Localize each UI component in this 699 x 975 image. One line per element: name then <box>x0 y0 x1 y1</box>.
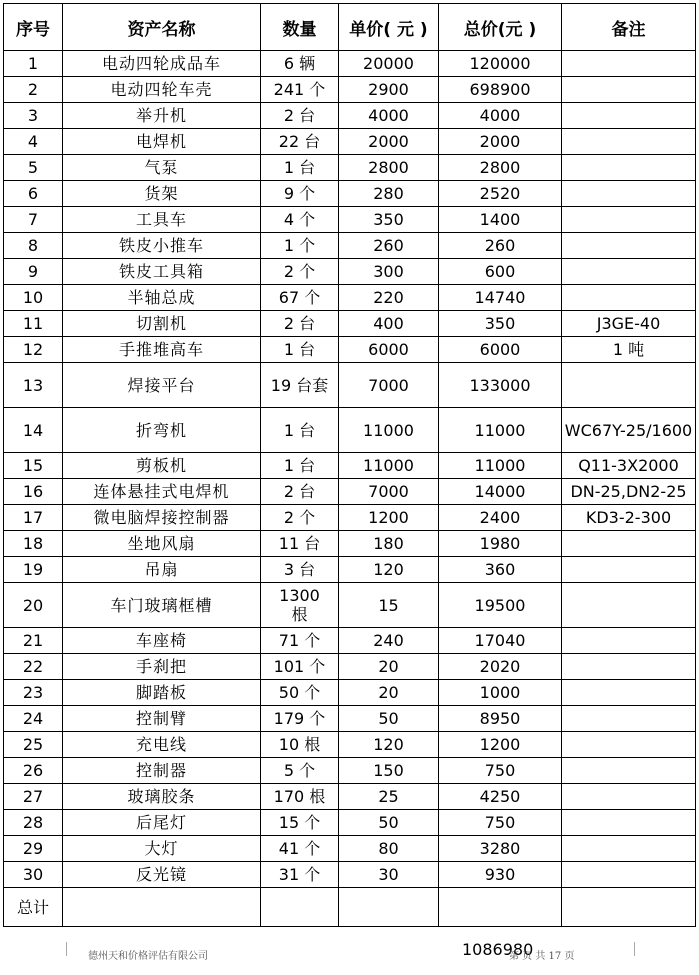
table-row <box>4 784 696 810</box>
row-total-price: 698900 <box>439 77 562 103</box>
row-qty: 41 个 <box>261 836 339 862</box>
row-total-price: 2020 <box>439 654 562 680</box>
row-qty: 1 台 <box>261 408 339 453</box>
row-qty: 50 个 <box>261 680 339 706</box>
row-total-price: 14740 <box>439 285 562 311</box>
row-unit-price: 180 <box>339 531 439 557</box>
row-total-price: 6000 <box>439 337 562 363</box>
row-name: 气泵 <box>63 155 261 181</box>
row-no: 23 <box>4 680 63 706</box>
row-no: 25 <box>4 732 63 758</box>
row-name: 铁皮工具箱 <box>63 259 261 285</box>
footer-company: 德州天和价格评估有限公司 <box>88 951 208 962</box>
footer-divider-left <box>66 942 67 956</box>
row-qty: 6 辆 <box>261 51 339 77</box>
row-name: 充电线 <box>63 732 261 758</box>
total-label: 总计 <box>4 888 63 927</box>
row-name: 剪板机 <box>63 453 261 479</box>
table-row <box>4 207 696 233</box>
row-qty: 5 个 <box>261 758 339 784</box>
header-unit-price: 单价( 元 ) <box>339 4 439 51</box>
row-qty: 1300 根 <box>261 583 339 628</box>
row-no: 18 <box>4 531 63 557</box>
row-note <box>562 784 696 810</box>
row-note <box>562 836 696 862</box>
row-no: 11 <box>4 311 63 337</box>
row-note <box>562 259 696 285</box>
row-no: 24 <box>4 706 63 732</box>
header-no: 序号 <box>4 4 63 51</box>
row-name: 焊接平台 <box>63 363 261 408</box>
row-qty: 2 个 <box>261 505 339 531</box>
row-no: 16 <box>4 479 63 505</box>
table-row <box>4 758 696 784</box>
row-no: 4 <box>4 129 63 155</box>
row-unit-price: 4000 <box>339 103 439 129</box>
row-qty: 1 个 <box>261 233 339 259</box>
row-unit-price: 15 <box>339 583 439 628</box>
row-note <box>562 207 696 233</box>
total-empty-unit <box>339 888 439 927</box>
table-body <box>4 51 696 888</box>
row-note: J3GE-40 <box>562 311 696 337</box>
row-qty: 1 台 <box>261 155 339 181</box>
row-qty: 1 台 <box>261 337 339 363</box>
row-total-price: 600 <box>439 259 562 285</box>
row-unit-price: 11000 <box>339 408 439 453</box>
row-no: 26 <box>4 758 63 784</box>
row-no: 1 <box>4 51 63 77</box>
header-note: 备注 <box>562 4 696 51</box>
row-unit-price: 2900 <box>339 77 439 103</box>
header-total-price: 总价(元 ) <box>439 4 562 51</box>
row-name: 微电脑焊接控制器 <box>63 505 261 531</box>
row-unit-price: 280 <box>339 181 439 207</box>
row-unit-price: 7000 <box>339 363 439 408</box>
row-total-price: 17040 <box>439 628 562 654</box>
row-note <box>562 285 696 311</box>
row-total-price: 1400 <box>439 207 562 233</box>
row-qty: 19 台套 <box>261 363 339 408</box>
row-qty: 1 台 <box>261 453 339 479</box>
row-total-price: 4250 <box>439 784 562 810</box>
row-name: 车座椅 <box>63 628 261 654</box>
row-name: 半轴总成 <box>63 285 261 311</box>
row-no: 9 <box>4 259 63 285</box>
row-name: 折弯机 <box>63 408 261 453</box>
row-no: 8 <box>4 233 63 259</box>
table-row <box>4 155 696 181</box>
row-note <box>562 77 696 103</box>
header-name: 资产名称 <box>63 4 261 51</box>
row-no: 14 <box>4 408 63 453</box>
row-no: 19 <box>4 557 63 583</box>
row-unit-price: 6000 <box>339 337 439 363</box>
table-row <box>4 77 696 103</box>
row-unit-price: 120 <box>339 557 439 583</box>
row-unit-price: 240 <box>339 628 439 654</box>
row-name: 连体悬挂式电焊机 <box>63 479 261 505</box>
total-empty-note <box>562 888 696 927</box>
row-qty: 9 个 <box>261 181 339 207</box>
row-note <box>562 181 696 207</box>
table-row <box>4 706 696 732</box>
row-qty: 179 个 <box>261 706 339 732</box>
row-qty: 101 个 <box>261 654 339 680</box>
table-row <box>4 259 696 285</box>
row-name: 手推堆高车 <box>63 337 261 363</box>
row-name: 电焊机 <box>63 129 261 155</box>
row-total-price: 8950 <box>439 706 562 732</box>
total-amount-cell <box>439 888 562 927</box>
row-qty: 2 个 <box>261 259 339 285</box>
total-empty-qty <box>261 888 339 927</box>
row-note <box>562 810 696 836</box>
total-amount: 1086980 <box>462 940 534 959</box>
row-name: 脚踏板 <box>63 680 261 706</box>
row-total-price: 11000 <box>439 408 562 453</box>
row-note <box>562 654 696 680</box>
table-row <box>4 862 696 888</box>
row-name: 电动四轮成品车 <box>63 51 261 77</box>
row-unit-price: 20 <box>339 680 439 706</box>
total-row <box>4 888 696 927</box>
row-qty: 10 根 <box>261 732 339 758</box>
row-total-price: 120000 <box>439 51 562 77</box>
table-row <box>4 311 696 337</box>
row-unit-price: 20 <box>339 654 439 680</box>
row-name: 控制器 <box>63 758 261 784</box>
row-name: 铁皮小推车 <box>63 233 261 259</box>
row-qty: 3 台 <box>261 557 339 583</box>
table-row <box>4 836 696 862</box>
row-note <box>562 557 696 583</box>
row-unit-price: 300 <box>339 259 439 285</box>
row-note <box>562 233 696 259</box>
row-unit-price: 1200 <box>339 505 439 531</box>
row-name: 电动四轮车壳 <box>63 77 261 103</box>
row-no: 15 <box>4 453 63 479</box>
row-no: 5 <box>4 155 63 181</box>
row-total-price: 1200 <box>439 732 562 758</box>
row-name: 后尾灯 <box>63 810 261 836</box>
row-total-price: 260 <box>439 233 562 259</box>
row-total-price: 1980 <box>439 531 562 557</box>
row-no: 27 <box>4 784 63 810</box>
table-row <box>4 531 696 557</box>
row-qty: 170 根 <box>261 784 339 810</box>
row-name: 坐地风扇 <box>63 531 261 557</box>
table-row <box>4 51 696 77</box>
row-no: 12 <box>4 337 63 363</box>
table-row <box>4 654 696 680</box>
row-note <box>562 706 696 732</box>
row-total-price: 4000 <box>439 103 562 129</box>
row-name: 控制臂 <box>63 706 261 732</box>
row-name: 切割机 <box>63 311 261 337</box>
row-unit-price: 350 <box>339 207 439 233</box>
row-note <box>562 732 696 758</box>
row-no: 6 <box>4 181 63 207</box>
row-note <box>562 758 696 784</box>
table-row <box>4 363 696 408</box>
row-unit-price: 7000 <box>339 479 439 505</box>
table-row <box>4 181 696 207</box>
row-no: 21 <box>4 628 63 654</box>
row-total-price: 2000 <box>439 129 562 155</box>
row-total-price: 350 <box>439 311 562 337</box>
row-unit-price: 2800 <box>339 155 439 181</box>
row-name: 大灯 <box>63 836 261 862</box>
row-unit-price: 25 <box>339 784 439 810</box>
table-row <box>4 453 696 479</box>
row-qty: 71 个 <box>261 628 339 654</box>
table-row <box>4 129 696 155</box>
row-no: 28 <box>4 810 63 836</box>
total-empty-name <box>63 888 261 927</box>
table-row <box>4 505 696 531</box>
row-total-price: 2520 <box>439 181 562 207</box>
row-no: 3 <box>4 103 63 129</box>
row-name: 货架 <box>63 181 261 207</box>
row-qty: 11 台 <box>261 531 339 557</box>
table-row <box>4 337 696 363</box>
row-unit-price: 220 <box>339 285 439 311</box>
table-row <box>4 680 696 706</box>
row-name: 举升机 <box>63 103 261 129</box>
row-qty: 15 个 <box>261 810 339 836</box>
row-total-price: 360 <box>439 557 562 583</box>
row-total-price: 2400 <box>439 505 562 531</box>
row-unit-price: 2000 <box>339 129 439 155</box>
header-row <box>4 4 696 51</box>
row-total-price: 2800 <box>439 155 562 181</box>
row-qty: 2 台 <box>261 479 339 505</box>
row-note <box>562 51 696 77</box>
table-row <box>4 583 696 628</box>
row-unit-price: 120 <box>339 732 439 758</box>
row-total-price: 11000 <box>439 453 562 479</box>
row-no: 10 <box>4 285 63 311</box>
row-note: Q11-3X2000 <box>562 453 696 479</box>
row-note: 1 吨 <box>562 337 696 363</box>
row-note <box>562 628 696 654</box>
row-name: 车门玻璃框槽 <box>63 583 261 628</box>
row-name: 吊扇 <box>63 557 261 583</box>
row-qty: 22 台 <box>261 129 339 155</box>
row-note <box>562 862 696 888</box>
row-no: 20 <box>4 583 63 628</box>
row-total-price: 1000 <box>439 680 562 706</box>
row-note <box>562 155 696 181</box>
row-qty: 4 个 <box>261 207 339 233</box>
row-unit-price: 50 <box>339 810 439 836</box>
table-row <box>4 233 696 259</box>
row-no: 2 <box>4 77 63 103</box>
row-note <box>562 680 696 706</box>
table-row <box>4 408 696 453</box>
row-unit-price: 20000 <box>339 51 439 77</box>
row-unit-price: 50 <box>339 706 439 732</box>
table-row <box>4 810 696 836</box>
row-total-price: 750 <box>439 758 562 784</box>
row-qty: 241 个 <box>261 77 339 103</box>
row-no: 17 <box>4 505 63 531</box>
row-name: 玻璃胶条 <box>63 784 261 810</box>
row-qty: 2 台 <box>261 103 339 129</box>
row-total-price: 14000 <box>439 479 562 505</box>
row-note <box>562 583 696 628</box>
row-no: 22 <box>4 654 63 680</box>
row-total-price: 133000 <box>439 363 562 408</box>
row-total-price: 3280 <box>439 836 562 862</box>
table-row <box>4 557 696 583</box>
table-row <box>4 479 696 505</box>
row-unit-price: 400 <box>339 311 439 337</box>
row-unit-price: 11000 <box>339 453 439 479</box>
row-unit-price: 30 <box>339 862 439 888</box>
row-name: 手刹把 <box>63 654 261 680</box>
row-no: 7 <box>4 207 63 233</box>
asset-table <box>3 3 696 927</box>
row-note <box>562 103 696 129</box>
row-total-price: 930 <box>439 862 562 888</box>
row-total-price: 19500 <box>439 583 562 628</box>
table-row <box>4 628 696 654</box>
row-unit-price: 260 <box>339 233 439 259</box>
table-row <box>4 732 696 758</box>
row-qty: 67 个 <box>261 285 339 311</box>
row-unit-price: 80 <box>339 836 439 862</box>
row-note: DN-25,DN2-25 <box>562 479 696 505</box>
footer-divider-right <box>634 942 635 956</box>
row-no: 29 <box>4 836 63 862</box>
row-no: 30 <box>4 862 63 888</box>
row-name: 反光镜 <box>63 862 261 888</box>
footer-page: 第 页 共 17 页 <box>509 951 575 962</box>
row-unit-price: 150 <box>339 758 439 784</box>
row-total-price: 750 <box>439 810 562 836</box>
table-row <box>4 285 696 311</box>
row-name: 工具车 <box>63 207 261 233</box>
row-note <box>562 129 696 155</box>
row-no: 13 <box>4 363 63 408</box>
row-note <box>562 531 696 557</box>
row-note: KD3-2-300 <box>562 505 696 531</box>
row-note: WC67Y-25/1600 <box>562 408 696 453</box>
table-row <box>4 103 696 129</box>
row-qty: 2 台 <box>261 311 339 337</box>
row-qty: 31 个 <box>261 862 339 888</box>
row-note <box>562 363 696 408</box>
header-qty: 数量 <box>261 4 339 51</box>
